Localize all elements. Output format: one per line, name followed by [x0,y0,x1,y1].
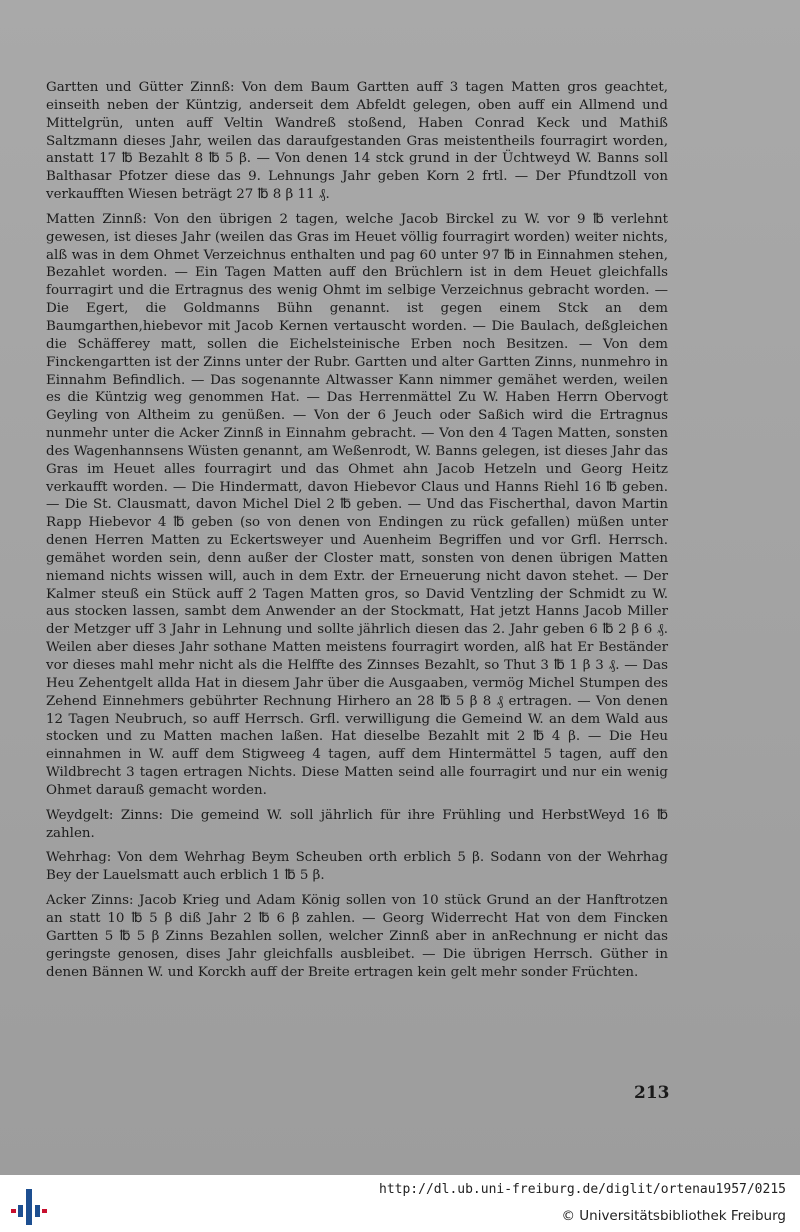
paragraph-wehrhag: Wehrhag: Von dem Wehrhag Beym Scheuben orth erblich 5 β. Sodann von der Wehrhag Bey der Lauelsmatt auch erblich 1 ℔ 5 β. [46,850,668,884]
footer-bar [0,1175,800,1232]
ub-freiburg-logo-icon [8,1185,54,1227]
digital-library-link[interactable]: http://dl.ub.uni-freiburg.de/diglit/ortenau1957/0215 [379,1182,786,1197]
paragraph-gartten-zinns: Gartten und Gütter Zinnß: Von dem Baum Gartten auff 3 tagen Matten gros geachtet, einseith neben der Küntzig, anderseit dem Abfeldt gelegen, oben auff ein Allmend und Mittelgrün, unten auff Veltin Wandreß stoßend, Haben Conrad Keck und Mathiß Saltzmann dieses Jahr, weilen das daraufgestanden Gras meistentheils fourragirt worden, anstatt 17 ℔ Bezahlt 8 ℔ 5 β. — Von denen 14 stck grund in der Üchtweyd W. Banns soll Balthasar Pfotzer diese das 9. Lehnungs Jahr geben Korn 2 frtl. — Der Pfundtzoll von verkaufften Wiesen beträgt 27 ℔ 8 β 11 ₰. [46,80,668,203]
paragraph-matten-zinns: Matten Zinnß: Von den übrigen 2 tagen, welche Jacob Birckel zu W. vor 9 ℔ verlehnt gewesen, ist dieses Jahr (weilen das Gras im Heuet völlig fourragirt worden) weiter nichts, alß was in dem Ohmet Verzeichnus enthalten und pag 60 unter 97 ℔ in Einnahmen stehen, Bezahlet worden. — Ein Tagen Matten auff den Brüchlern ist in dem Heuet gleichfalls fourragirt und die Ertragnus des wenig Ohmt im selbige Verzeichnus gebracht worden. — Die Egert, die Goldmanns Bühn genannt. ist gegen einem Stck an dem Baumgarthen,hiebevor mit Jacob Kernen vertauscht worden. — Die Baulach, deßgleichen die Schäfferey matt, sollen die Eichelsteinische Erben noch Besitzen. — Von dem Finckengartten ist der Zinns unter der Rubr. Gartten und alter Gartten Zinns, nunmehro in Einnahm Befindlich. — Das sogenannte Altwasser Kann nimmer gemähet werden, weilen es die Küntzig weg genommen Hat. — Das Herrenmättel Zu W. Haben Herrn Obervogt Geyling von Altheim zu genüßen. — Von der 6 Jeuch oder Saßich wird die Ertragnus nunmehr unter die Acker Zinnß in Einnahm gebracht. — Von den 4 Tagen Matten, sonsten des Wagenhannsens Wüsten genannt, am Weßenrodt, W. Banns gelegen, ist dieses Jahr das Gras im Heuet alles fourragirt und das Ohmet ahn Jacob Hetzeln und Georg Heitz verkaufft worden. — Die Hindermatt, davon Hiebevor Claus und Hanns Riehl 16 ℔ geben. — Die St. Clausmatt, davon Michel Diel 2 ℔ geben. — Und das Fischerthal, davon Martin Rapp Hiebevor 4 ℔ geben (so von denen von Endingen zu rück gefallen) müßen unter denen Herren Matten zu Eckertsweyer und Auenheim Begriffen und vor Grfl. Herrsch. gemähet worden sein, denn außer der Closter matt, sonsten von denen übrigen Matten niemand nichts wissen will, auch in dem Extr. der Erneuerung nicht davon stehet. — Der Kalmer steuß ein Stück auff 2 Tagen Matten gros, so David Ventzling der Schmidt zu W. aus stocken lassen, sambt dem Anwender an der Stockmatt, Hat jetzt Hanns Jacob Miller der Metzger uff 3 Jahr in Lehnung und sollte jährlich diesen das 2. Jahr geben 6 ℔ 2 β 6 ₰. Weilen aber dieses Jahr sothane Matten meistens fourragirt worden, alß hat Er Beständer vor dieses mahl mehr nicht als die Helffte des Zinnses Bezahlt, so Thut 3 ℔ 1 β 3 ₰. — Das Heu Zehentgelt allda Hat in diesem Jahr über die Ausgaaben, vermög Michel Stumpen des Zehend Einnehmers gebührter Rechnung Hirhero an 28 ℔ 5 β 8 ₰ ertragen. — Von denen 12 Tagen Neubruch, so auff Herrsch. Grfl. verwilligung die Gemeind W. an dem Wald aus stocken und zu Matten machen laßen. Hat dieselbe Bezahlt mit 2 ℔ 4 β. — Die Heu einnahmen in W. auff dem Stigweeg 4 tagen, auff dem Hintermättel 5 tagen, auff den Wildbrecht 3 tagen ertragen Nichts. Diese Matten seind alle fourragirt und nur ein wenig Ohmet darauß gemacht worden. [46,211,668,798]
document-text [46,79,668,988]
paragraph-acker-zinns: Acker Zinns: Jacob Krieg und Adam König sollen von 10 stück Grund an der Hanftrotzen an statt 10 ℔ 5 β diß Jahr 2 ℔ 6 β zahlen. — Georg Widerrecht Hat von dem Fincken Gartten 5 ℔ 5 β Zinns Bezahlen sollen, welcher Zinnß aber in anRechnung er nicht das geringste genosen, dises Jahr gleichfalls ausbleibet. — Die übrigen Herrsch. Güther in denen Bännen W. und Korckh auff der Breite ertragen kein gelt mehr sonder Früchten. [46,893,668,980]
copyright-notice: © Universitätsbibliothek Freiburg [561,1208,786,1224]
page-number: 213 [634,1083,670,1103]
paragraph-weydgelt: Weydgelt: Zinns: Die gemeind W. soll jährlich für ihre Frühling und HerbstWeyd 16 ℔ zahlen. [46,807,668,841]
